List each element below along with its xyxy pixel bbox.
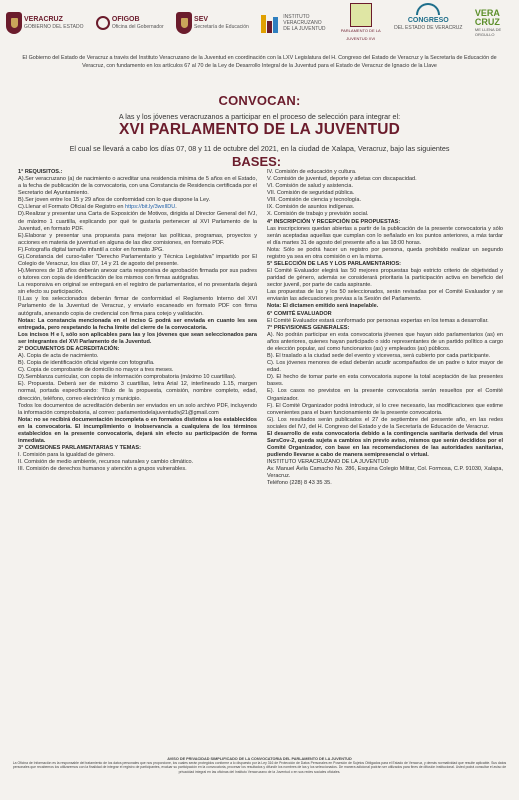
logo-veracruz-subtext: GOBIERNO DEL ESTADO bbox=[24, 24, 84, 30]
section-documentos-heading: 2° DOCUMENTOS DE ACREDITACIÓN: bbox=[18, 345, 120, 352]
ivj-bars-icon bbox=[261, 13, 281, 33]
logo-congreso-text: CONGRESO bbox=[407, 17, 449, 24]
documentos-envio-text: Todos los documentos de acreditación deberán ser enviados en un solo archivo PDF, incluyendo la información comprobatoria, al correo: bbox=[18, 402, 257, 416]
inscripcion-text: Las inscripciones quedan abiertas a partir de la publicación de la presente convocatoria y sólo serán aceptadas aquellas que cumplan con lo señalado en los puntos anteriores, a más tardar el día martes 31 de agosto del presente año a las 18:00 horas. bbox=[267, 225, 503, 246]
prevision-b: B). El traslado a la ciudad sede del evento y viceversa, será cubierto por cada participante. bbox=[267, 353, 491, 360]
requisito-i: I).Las y los seleccionados deberán firmar de conformidad el Reglamento Interno del XVI Parlamento de la Juventud de Veracruz, y enviarlo escaneado en formato PDF con firma autógrafa, anexando copia de credencial con firma para cotejo y validación. bbox=[18, 296, 257, 317]
veracruz-brand-logo bbox=[475, 3, 515, 43]
requisito-b: B).Ser joven entre los 15 y 29 años de conformidad con lo que dispone la Ley. bbox=[18, 197, 211, 204]
comision-7: VII. Comisión de seguridad pública. bbox=[267, 190, 355, 197]
comision-9: IX. Comisión de asuntos indígenas. bbox=[267, 204, 355, 211]
documento-c: C). Copia de comprobante de domicilio no mayor a tres meses. bbox=[18, 367, 174, 374]
congreso-logo bbox=[394, 3, 462, 43]
convocation-subheading: A las y los jóvenes veracruzanos a participar en el proceso de selección para integrar el: bbox=[118, 112, 401, 121]
privacy-notice bbox=[6, 757, 513, 774]
section-seleccion-heading: 5° SELECCIÓN DE LAS Y LOS PARLAMENTARIOS: bbox=[267, 261, 402, 268]
sev-logo bbox=[176, 3, 249, 43]
privacy-notice-title: AVISO DE PRIVACIDAD SIMPLIFICADO DE LA CONVOCATORIA DEL PARLAMENTO DE LA JUVENTUD bbox=[167, 757, 352, 761]
page-title: XVI PARLAMENTO DE LA JUVENTUD bbox=[118, 121, 401, 138]
address-street: Av. Manuel Ávila Camacho No. 286, Esquina Colegio Militar, Col. Formosa, C.P. 91030, Xalapa, Veracruz. bbox=[267, 466, 503, 480]
veracruz-government-logo bbox=[6, 3, 83, 43]
prevision-c: C). Los jóvenes menores de edad deberán acudir acompañados de un padre o tutor mayor de edad. bbox=[267, 360, 503, 374]
prevision-e: E). Los casos no previstos en la presente convocatoria serán resueltos por el Comité Organizador. bbox=[267, 388, 503, 402]
note-constancia: Notas: La constancia mencionada en el inciso G podrá ser enviada en cuanto les sea entregada, pero respetando la fecha límite del cierre de la convocatoria. bbox=[18, 317, 257, 331]
contact-email-link[interactable]: parlamentodelajuventudivj21@gmail.com bbox=[117, 409, 219, 416]
requisito-g: G).Constancia del curso-taller "Derecho Parlamentario y Técnica Legislativa" impartido por El Colegio de Veracruz, los días 07, 14 y 21 de agosto del presente. bbox=[18, 253, 257, 268]
comite-text: El Comité Evaluador estará conformado por personas expertas en los temas a desarrollar. bbox=[267, 317, 489, 324]
ofigob-icon bbox=[96, 16, 110, 30]
comision-6: VI. Comisión de salud y asistencia. bbox=[267, 183, 354, 190]
xvi-parlamento-logo bbox=[340, 3, 382, 43]
logo-xvi-text: PARLAMENTO DE LA JUVENTUD XVI bbox=[340, 28, 381, 41]
prevision-d: D). El hecho de tomar parte en esta convocatoria supone la total aceptación de las presentes bases. bbox=[267, 374, 503, 388]
seleccion-text: El Comité Evaluador elegirá las 50 mejores propuestas bajo estricto criterio de objetividad y paridad de género, además se considerará prioritaria la participación activa en beneficio del sector juvenil, por parte de cada aspirante. bbox=[267, 268, 503, 289]
xvi-emblem-icon bbox=[350, 3, 372, 27]
logo-strip bbox=[0, 0, 519, 46]
logo-veracruz-brand-text: VERA CRUZ bbox=[474, 8, 500, 27]
note-documentacion: Nota: no se recibirá documentación incompleta o en formatos distintos a los establecidos en la convocatoria. El incumplimiento o inobservancia a cualquiera de los términos establecidos en la presente convocatoria, dejará sin efecto su participación de forma inmediata. bbox=[18, 416, 257, 444]
comision-4: IV. Comisión de educación y cultura. bbox=[267, 169, 357, 175]
logo-sev-text: SEV bbox=[194, 16, 209, 23]
prevision-g: G). Los resultados serán publicados el 27 de septiembre del presente año, en las redes sociales del IVJ, del H. Congreso del Estado y de la Secretaría de Educación de Veracruz. bbox=[267, 416, 503, 430]
privacy-notice-text: La Oficina de Información es la responsable del tratamiento de los datos personales que nos proporcione, los cuales serán protegidos conforme a lo dispuesto por la Ley 316 de Protección de Datos Personales en Posesión de Sujetos Obligados para el Estado de Veracruz, y demás normatividad que resulte aplicable. Sus datos personales que recabemos los utilizaremos con la finalidad de integrar el registro de participantes, evaluar su participación en la convocatoria, procesar los resultados y difundir los nombres de las y los seleccionados. De manera adicional podrán ser utilizados para fines de difusión institucional. Usted podrá consultar el aviso de privacidad integral en las oficinas del Instituto Veracruzano de la Juventud o en sus redes sociales oficiales. bbox=[12, 761, 507, 774]
documento-d: D).Semblanza curricular, con copia de información comprobatoria (máximo 10 cuartillas). bbox=[18, 374, 237, 381]
logo-ivj-text: INSTITUTO VERACRUZANO DE LA JUVENTUD bbox=[283, 14, 326, 32]
requisito-a: A).Ser veracruzano (a) de nacimiento o acreditar una residencia mínima de 5 años en el Estado, a la fecha de publicación de la convocatoria, con una Constancia de Residencia certificada por el Secretario del Ayuntamiento. bbox=[18, 176, 257, 197]
prevision-f: F). El Comité Organizador podrá introducir, si lo cree necesario, las modificaciones que estime convenientes para el buen funcionamiento de la presente convocatoria. bbox=[267, 402, 503, 416]
logo-sev-subtext: Secretaría de Educación bbox=[194, 24, 249, 30]
ofigob-logo bbox=[96, 3, 164, 43]
comision-8: VIII. Comisión de ciencia y tecnología. bbox=[267, 197, 362, 204]
comision-1: I. Comisión para la igualdad de género. bbox=[18, 452, 115, 459]
documento-e: E). Propuesta. Deberá ser de máximo 3 cuartillas, letra Arial 12, interlineado 1.15, margen normal, portada especificando: Título de la propuesta, comisión, nombre completo, edad, dirección, teléfono, correo electrónico y municipio. bbox=[18, 381, 257, 402]
section-previsiones-heading: 7° PREVISIONES GENERALES: bbox=[267, 324, 350, 331]
seleccion-note: Nota: El dictamen emitido será inapelable. bbox=[267, 303, 379, 310]
logo-congreso-subtext: DEL ESTADO DE VERACRUZ bbox=[394, 25, 463, 31]
requisito-d: D).Realizar y presentar una Carta de Exposición de Motivos, dirigida al Director General del IVJ, de máximo 1 cuartilla, explicando por qué te gustaría pertenecer al XVI Parlamento de la Juventud, en formato PDF. bbox=[18, 211, 257, 232]
note-incisos: Los incisos H e I, sólo son aplicables para las y los jóvenes que sean seleccionados para ser integrantes del XVI Parlamento de la Juventud. bbox=[18, 331, 257, 345]
logo-ofigob-text: OFIGOB bbox=[111, 16, 140, 23]
requisito-h-note: La responsiva en original se entregará en el registro de parlamentarios, el no presentarla dejará sin efecto su participación. bbox=[18, 282, 257, 296]
contingencia-note: El desarrollo de esta convocatoria debido a la contingencia sanitaria derivada del virus SarsCov-2, queda sujeta a cambios sin previo aviso, mismos que serán decididos por el Comité Organizador, con base en las recomendaciones de las autoridades sanitarias, pudiendo llevarse a cabo de manera semipresencial o virtual. bbox=[267, 430, 503, 459]
requisito-e: E).Elaborar y presentar una propuesta para mejorar las políticas, programas, proyectos y acciones en materia de juventud en alguna de las diez comisiones, en formato PDF. bbox=[18, 232, 257, 246]
right-column bbox=[267, 169, 503, 488]
left-column bbox=[18, 169, 257, 473]
bases-heading: BASES: bbox=[232, 154, 282, 169]
logo-ofigob-subtext: Oficina del Gobernador bbox=[111, 24, 164, 30]
logo-veracruz-brand-subtext: ME LLENA DE ORGULLO bbox=[474, 27, 502, 37]
documento-b: B). Copia de identificación oficial vigente con fotografía. bbox=[18, 360, 155, 367]
prevision-a: A). No podrán participar en esta convocatoria jóvenes que hayan sido parlamentarios (as) en años anteriores, quienes hayan participado o sido representantes de un partido político a cargo de elección popular, así como funcionarios (as) y empleados (as) públicos. bbox=[267, 331, 503, 352]
comision-5: V. Comisión de juventud, deporte y atletas con discapacidad. bbox=[267, 176, 417, 183]
comision-3: III. Comisión de derechos humanos y atención a grupos vulnerables. bbox=[18, 466, 187, 473]
address-phone: Teléfono (228) 8 43 35 35. bbox=[267, 480, 332, 487]
requisito-c-end: . bbox=[175, 204, 177, 211]
requisito-c-text: C).Llenar el Formato Oficial de Registro en bbox=[18, 204, 125, 211]
requisito-c bbox=[18, 204, 257, 211]
address-institution: INSTITUTO VERACRUZANO DE LA JUVENTUD bbox=[267, 459, 389, 466]
section-comite-heading: 6° COMITÉ EVALUADOR bbox=[267, 310, 332, 317]
requisito-f: F).Fotografía digital tamaño infantil a color en formato JPG. bbox=[18, 246, 164, 253]
logo-veracruz-text: VERACRUZ bbox=[24, 16, 63, 23]
section-inscripcion-heading: 4° INSCRIPCIÓN Y RECEPCIÓN DE PROPUESTAS: bbox=[267, 218, 401, 225]
registration-form-link[interactable]: https://bit.ly/3wxIlDU bbox=[124, 204, 176, 211]
seleccion-revision: Las propuestas de las y los 50 seleccionados, serán revisadas por el Comité Evaluador y se enviarán las adecuaciones previas a la Sesión del Parlamento. bbox=[267, 289, 503, 303]
requisito-h: H).Menores de 18 años deberán anexar carta responsiva de aprobación firmada por sus padres o tutores con copia de identificación de los mismos con firmas autógrafas. bbox=[18, 268, 257, 282]
sev-shield-icon bbox=[176, 12, 192, 34]
section-requisitos-heading: 1° REQUISITOS.: bbox=[18, 169, 63, 175]
comision-2: II. Comisión de medio ambiente, recursos naturales y cambio climático. bbox=[18, 459, 194, 466]
ivj-logo bbox=[261, 3, 327, 43]
comision-10: X. Comisión de trabajo y previsión social. bbox=[267, 211, 369, 218]
documento-a: A). Copia de acta de nacimiento. bbox=[18, 353, 99, 360]
section-comisiones-heading: 3° COMISIONES PARLAMENTARIAS Y TEMAS: bbox=[18, 445, 141, 452]
event-dateline: El cual se llevará a cabo los días 07, 08 y 11 de octubre del 2021, en la ciudad de Xalapa, Veracruz, bajo las siguientes bbox=[69, 144, 450, 153]
coat-of-arms-icon bbox=[6, 12, 22, 34]
inscripcion-note: Nota: Sólo se podrá hacer un registro por persona, queda prohibido realizar un segundo registro ya sea en otra comisión o en la misma. bbox=[267, 246, 503, 260]
dome-icon bbox=[416, 3, 440, 15]
intro-paragraph: El Gobierno del Estado de Veracruz a través del Instituto Veracruzano de la Juventud en coordinación con la LXV Legislatura del H. Congreso del Estado de Veracruz y la Secretaría de Educación de Veracruz, con fundamento en los artículos 67 al 70 de la Ley de Desarrollo Integral de la Juventud para el Estado de Veracruz de Ignacio de la Llave bbox=[22, 55, 497, 69]
convocan-heading: CONVOCAN: bbox=[218, 93, 301, 108]
documentos-envio bbox=[18, 403, 257, 417]
